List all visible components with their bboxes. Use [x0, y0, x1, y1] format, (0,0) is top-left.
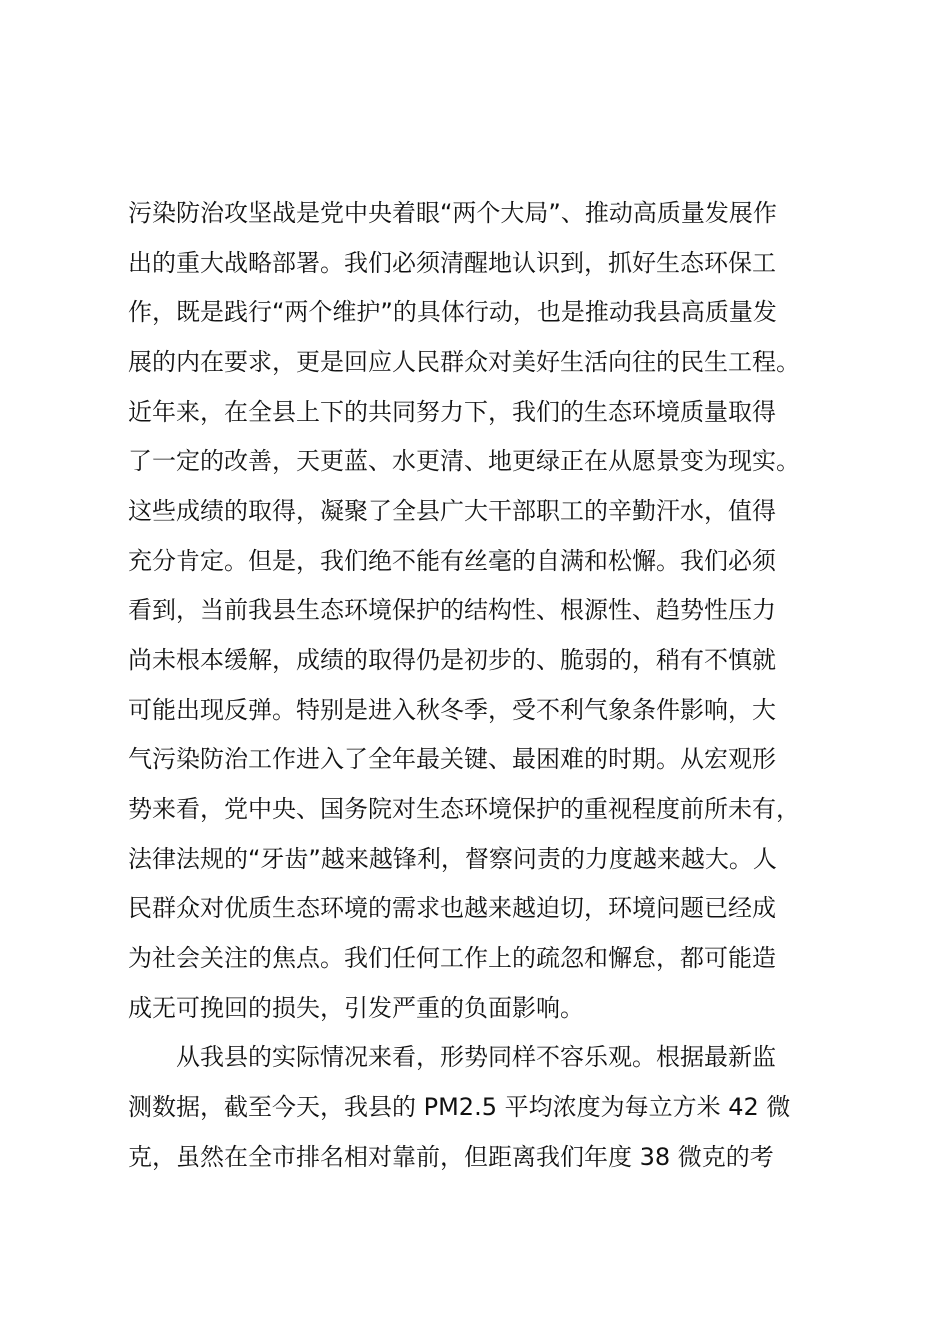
text-line: 充分肯定。但是，我们绝不能有丝毫的自满和松懈。我们必须 [128, 547, 776, 575]
text-line: 污染防治攻坚战是党中央着眼“两个大局”、推动高质量发展作 [128, 199, 777, 227]
text-line: 测数据，截至今天，我县的 PM2.5 平均浓度为每立方米 42 微 [128, 1093, 791, 1121]
text-line: 看到，当前我县生态环境保护的结构性、根源性、趋势性压力 [128, 596, 776, 624]
text-line: 气污染防治工作进入了全年最关键、最困难的时期。从宏观形 [128, 745, 776, 773]
text-line: 可能出现反弹。特别是进入秋冬季，受不利气象条件影响，大 [128, 696, 776, 724]
text-line: 民群众对优质生态环境的需求也越来越迫切，环境问题已经成 [128, 894, 776, 922]
text-line: 近年来，在全县上下的共同努力下，我们的生态环境质量取得 [128, 398, 776, 426]
text-line: 为社会关注的焦点。我们任何工作上的疏忽和懈怠，都可能造 [128, 944, 776, 972]
text-line: 尚未根本缓解，成绩的取得仍是初步的、脆弱的，稍有不慎就 [128, 646, 776, 674]
text-line: 展的内在要求，更是回应人民群众对美好生活向往的民生工程。 [128, 348, 800, 376]
text-line: 这些成绩的取得，凝聚了全县广大干部职工的辛勤汗水，值得 [128, 497, 776, 525]
text-line: 成无可挽回的损失，引发严重的负面影响。 [128, 994, 584, 1022]
text-line: 出的重大战略部署。我们必须清醒地认识到，抓好生态环保工 [128, 249, 776, 277]
text-line: 作，既是践行“两个维护”的具体行动，也是推动我县高质量发 [128, 298, 777, 326]
text-line: 了一定的改善，天更蓝、水更清、地更绿正在从愿景变为现实。 [128, 447, 800, 475]
text-line: 势来看，党中央、国务院对生态环境保护的重视程度前所未有， [128, 795, 800, 823]
text-line: 克，虽然在全市排名相对靠前，但距离我们年度 38 微克的考 [128, 1143, 774, 1171]
text-line: 法律法规的“牙齿”越来越锋利，督察问责的力度越来越大。人 [128, 845, 777, 873]
paragraph-first-line: 从我县的实际情况来看，形势同样不容乐观。根据最新监 [176, 1043, 776, 1071]
